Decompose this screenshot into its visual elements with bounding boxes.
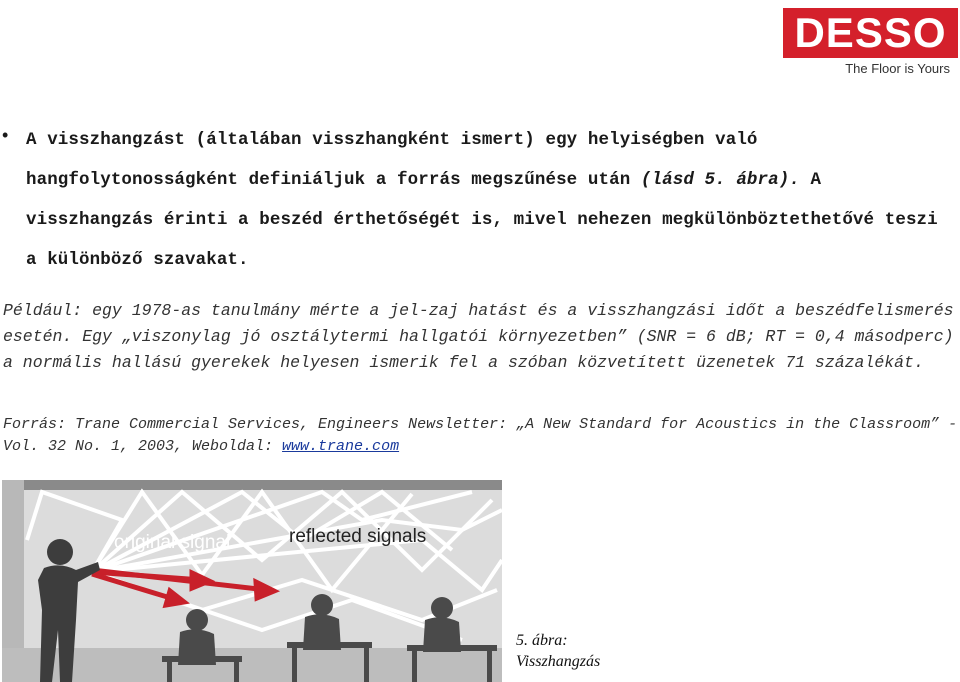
figure-caption xyxy=(516,630,600,672)
bullet-text xyxy=(26,120,950,280)
example-paragraph: Például: egy 1978-as tanulmány mérte a jel-zaj hatást és a visszhangzási időt a beszédfelismerés esetén. Egy „viszonylag jó osztálytermi hallgatói környezetben” (SNR = 6 dB; RT = 0,4 másodperc) a normális hallású gyerekek helyesen ismerik fel a szóban közvetített üzenetek 71 százalékát. xyxy=(3,301,954,372)
desso-logo xyxy=(783,8,958,80)
figure-reference: (lásd 5. ábra). xyxy=(640,170,800,190)
ceiling xyxy=(2,480,502,490)
bullet-paragraph xyxy=(0,120,950,280)
logo-tagline: The Floor is Yours xyxy=(845,61,950,76)
floor xyxy=(2,648,502,682)
label-reflected-signals: reflected signals xyxy=(289,526,427,547)
caption-line-2: Visszhangzás xyxy=(516,653,601,670)
source-text: Forrás: Trane Commercial Services, Engineers Newsletter: „A New Standard for Acoustics in the Classroom” - Vol. 32 No. 1, 2003, Weboldal: xyxy=(3,416,958,455)
bullet-text-a: A visszhangzást (általában visszhangként ismert) egy helyiségben való hangfolytonosságként definiáljuk a forrás megszűnése után xyxy=(26,130,758,190)
bullet-dot-icon: • xyxy=(2,125,9,145)
bullet-text-b: A visszhangzás érinti a beszéd érthetőségét is, mivel nehezen megkülönböztethetővé teszi a különböző szavakat. xyxy=(26,170,938,270)
source-link[interactable]: www.trane.com xyxy=(282,438,400,455)
source-paragraph xyxy=(3,414,958,458)
reverberation-figure xyxy=(2,480,502,682)
caption-line-1: 5. ábra: xyxy=(516,632,568,649)
logo-wordmark: DESSO xyxy=(794,9,947,56)
label-original-signal: original signal xyxy=(114,532,231,553)
